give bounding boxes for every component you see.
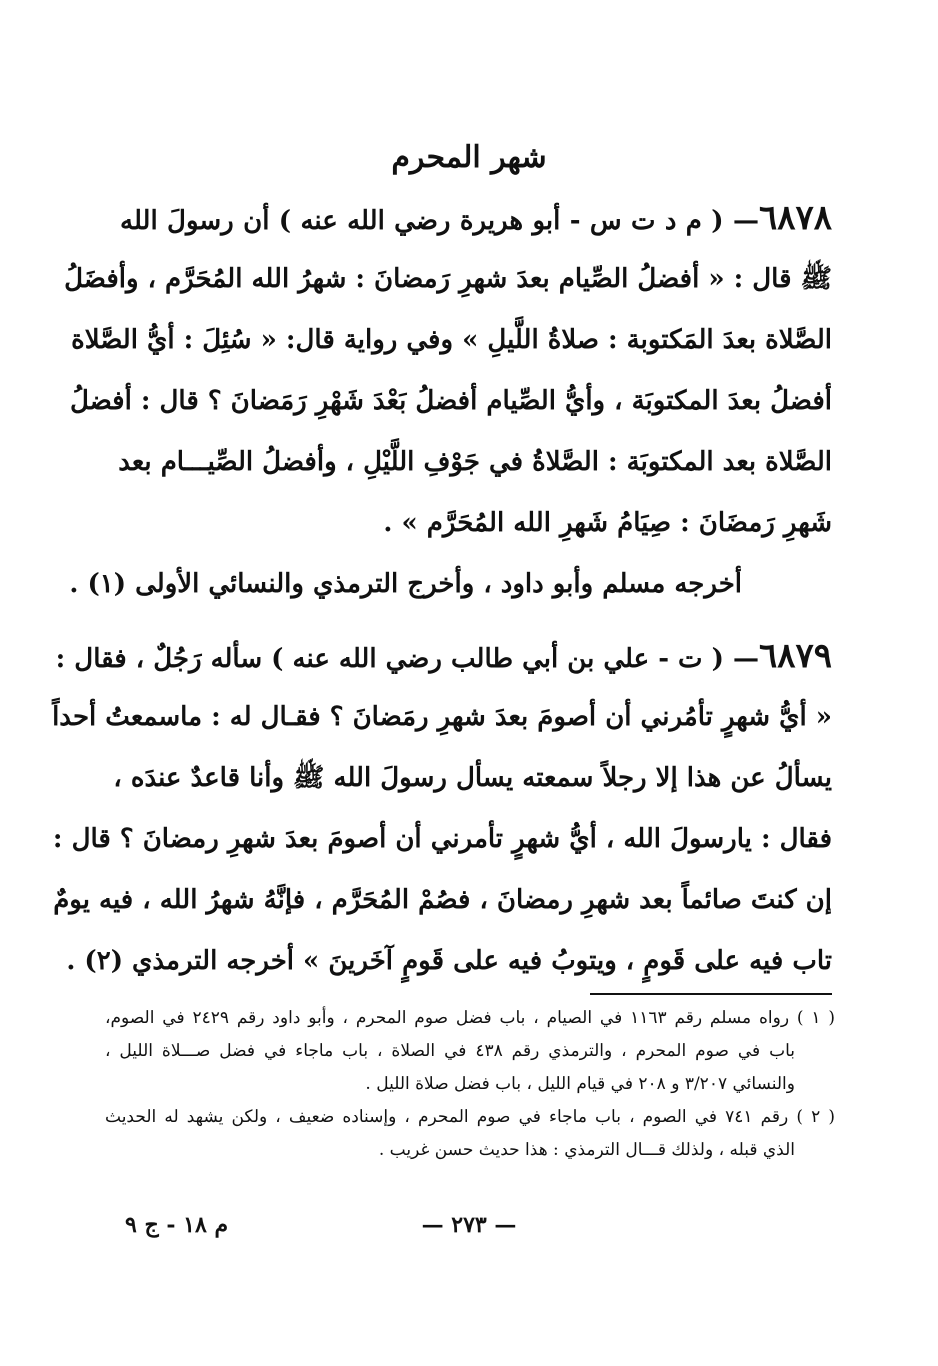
hadith-6878-number: ٦٨٧٨ <box>758 198 832 238</box>
hadith-6878-line-4: أفضلُ بعدَ المكتوبَة ، وأيُّ الصِّيام أفضلُ بَعْدَ شَهْرِ رَمَضانَ ؟ قال : أفضلُ <box>69 386 832 416</box>
page-number: — ٢٧٣ — <box>421 1212 517 1238</box>
hadith-6879-line-6: تاب فيه على قَومٍ ، ويتوبُ فيه على قَومٍ آخَرينَ » أخرجه الترمذي (٢) . <box>66 946 832 976</box>
hadith-6878-takhrij: أخرجه مسلم وأبو داود ، وأخرج الترمذي والنسائي الأولى (١) . <box>69 569 742 599</box>
hadith-6878 <box>64 188 832 615</box>
printer-signature: م ١٨ - ج ٩ <box>125 1212 229 1238</box>
hadith-6878-line-1-text: — ( م د ت س - أبو هريرة رضي الله عنه ) أن رسولَ الله <box>120 206 759 236</box>
footnote-1-line-1: ( ١ ) رواه مسلم رقم ١١٦٣ في الصيام ، باب فضل صوم المحرم ، وأبو داود رقم ٢٤٢٩ في الصوم، <box>105 1008 835 1028</box>
section-title: شهر المحرم <box>391 140 547 175</box>
footnote-2-line-1: ( ٢ ) رقم ٧٤١ في الصوم ، باب ماجاء في صوم المحرم ، وإسناده ضعيف ، ولكن يشهد له الحديث <box>105 1107 835 1127</box>
hadith-6878-line-6: شَهرِ رَمضَانَ : صِيَامُ شَهرِ الله المُحَرَّم » . <box>383 508 832 538</box>
footnote-2-line-2: الذي قبله ، ولذلك قـــال الترمذي : هذا حديث حسن غريب . <box>378 1140 795 1160</box>
hadith-6879-line-2: « أيُّ شهرٍ تأمُرني أن أصومَ بعدَ شهرِ رمَضانَ ؟ فقـال له : ماسمعتُ أحداً <box>52 702 832 732</box>
hadith-6878-line-1 <box>120 188 832 249</box>
hadith-6878-line-2: ﷺ قال : « أفضلُ الصِّيام بعدَ شهرِ رَمضانَ : شهرُ الله المُحَرَّم ، وأفضَلُ <box>64 264 832 294</box>
hadith-6878-line-3: الصَّلاة بعدَ المَكتوبة : صلاةُ اللَّيلِ » وفي رواية قال: « سُئِلَ : أيُّ الصَّلاة <box>71 325 832 355</box>
hadith-6879-line-4: فقال : يارسولَ الله ، أيُّ شهرٍ تأمرني أن أصومَ بعدَ شهرِ رمضانَ ؟ قال : <box>52 824 832 854</box>
hadith-6879-line-1-text: — ( ت - علي بن أبي طالب رضي الله عنه ) سأله رَجُلٌ ، فقال : <box>55 644 759 674</box>
hadith-6879-line-5: إن كنتَ صائماً بعد شهرِ رمضانَ ، فصُمْ المُحَرَّم ، فإنَّهُ شهرُ الله ، فيه يومٌ <box>53 885 832 915</box>
footnote-separator <box>590 993 832 995</box>
footnote-1-line-2: باب في صوم المحرم ، والترمذي رقم ٤٣٨ في الصلاة ، باب ماجاء في فضل صـــلاة الليل ، <box>105 1041 795 1061</box>
hadith-6878-line-5: الصَّلاة بعد المكتوبَة : الصَّلاةُ في جَوْفِ اللَّيْلِ ، وأفضلُ الصِّيـــام بعد <box>118 447 832 477</box>
hadith-6879-number: ٦٨٧٩ <box>758 636 832 676</box>
hadith-6879 <box>52 626 832 992</box>
footnote-1-line-3: والنسائي ٣/٢٠٧ و ٢٠٨ في قيام الليل ، باب فضل صلاة الليل . <box>365 1074 795 1094</box>
footnotes <box>105 1002 835 1167</box>
hadith-6879-line-1 <box>55 626 832 687</box>
hadith-6879-line-3: يسألُ عن هذا إلا رجلاً سمعته يسأل رسولَ الله ﷺ وأنا قاعدٌ عندَه ، <box>113 763 832 793</box>
